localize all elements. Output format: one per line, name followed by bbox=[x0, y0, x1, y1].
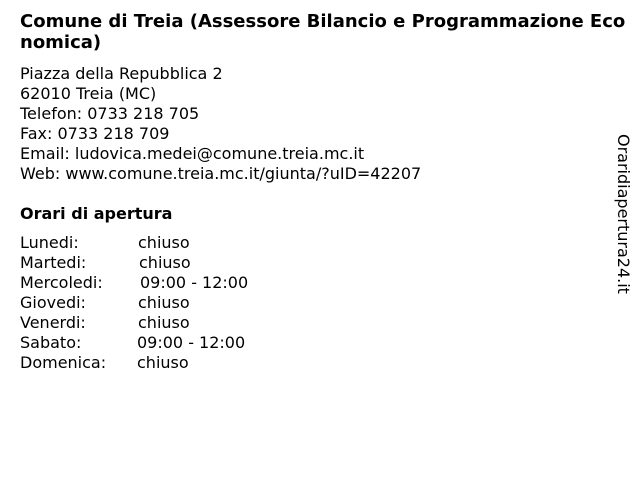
city-postal-code: 62010 Treia (MC) bbox=[20, 84, 157, 103]
day-label: Sabato: bbox=[20, 333, 82, 352]
street-address: Piazza della Repubblica 2 bbox=[20, 64, 223, 83]
address-block bbox=[20, 64, 421, 184]
hours-value: chiuso bbox=[138, 233, 190, 252]
email-address: Email: ludovica.medei@comune.treia.mc.it bbox=[20, 144, 365, 163]
day-label: Martedi: bbox=[20, 253, 87, 272]
hours-value: 09:00 - 12:00 bbox=[137, 333, 246, 352]
hours-value: 09:00 - 12:00 bbox=[140, 273, 249, 292]
opening-hours-heading: Orari di apertura bbox=[20, 204, 173, 223]
hours-value: chiuso bbox=[139, 253, 191, 272]
hours-value: chiuso bbox=[138, 293, 190, 312]
day-label: Mercoledi: bbox=[20, 273, 103, 292]
hours-value: chiuso bbox=[137, 353, 189, 372]
day-label: Lunedi: bbox=[20, 233, 79, 252]
website-address: Web: www.comune.treia.mc.it/giunta/?uID=42207 bbox=[20, 164, 422, 183]
day-label: Giovedi: bbox=[20, 293, 86, 312]
hours-value: chiuso bbox=[138, 313, 190, 332]
day-label: Domenica: bbox=[20, 353, 107, 372]
page-title: Comune di Treia (Assessore Bilancio e Programmazione Economica) bbox=[20, 11, 626, 53]
phone-number: Telefon: 0733 218 705 bbox=[20, 104, 200, 123]
fax-number: Fax: 0733 218 709 bbox=[20, 124, 170, 143]
site-watermark: Oraridiapertura24.it bbox=[614, 134, 633, 294]
day-label: Venerdi: bbox=[20, 313, 86, 332]
